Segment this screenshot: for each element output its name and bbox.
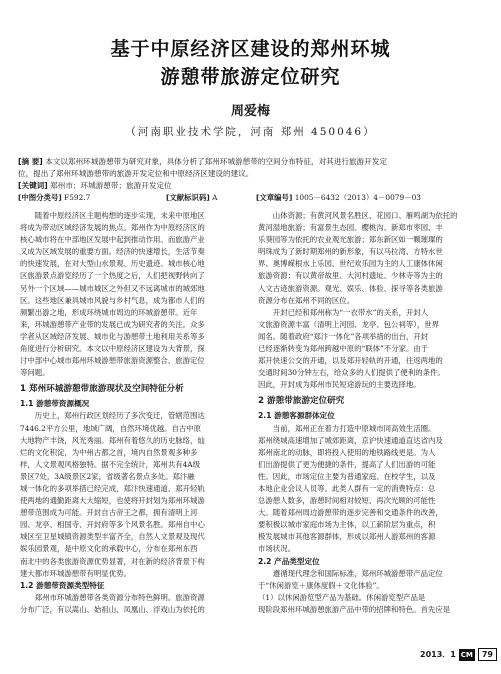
text-line: 人文古迹旅游资源。观光、娱乐、体验、探寻等各类旅游 (258, 283, 443, 293)
clc-value: F592.7 (64, 193, 91, 202)
text-line: 黄河湿地旅游；有富景生态园、樱桃沟、新郑市枣园、丰 (258, 223, 443, 233)
intro-paragraph (20, 210, 242, 379)
page-number: 79 (478, 648, 497, 661)
section-2-1-heading: 2.1 游憩客源群体定位 (258, 411, 335, 421)
text-line: 城一体化的多项举措已经完成，郑汴快速通道、郑开轻轨 (20, 483, 205, 493)
text-line: 大。随着郑州周边游憩带的逐步完善和交通条件的改善， (258, 508, 443, 518)
text-line: 将成为带动区域经济发展的焦点。郑州作为中原经济区的 (20, 223, 205, 233)
text-line: 园、龙亭、相国寺、开封府等多个风景名胜。郑州自中心 (20, 520, 205, 530)
section-1-2-heading: 1.2 游憩带资源类型特征 (20, 580, 105, 590)
paper-title-line-2: 游憩带旅游定位研究 (160, 66, 341, 88)
text-line: 南北中的各类旅游资源优势显著，对在新的经济背景下构 (20, 556, 205, 566)
text-line: 城区至卫星城镇资源类型丰富齐全，自然人文景观及现代 (20, 532, 205, 542)
abstract-label: [摘 要] (18, 157, 43, 166)
section-2-2-text (258, 568, 480, 616)
text-line: 区旅游景点游览经历了一个热度之后，人们把视野转向了 (20, 271, 205, 281)
section-1-heading: 1 郑州环城游憩带旅游现状及空间特征分析 (20, 384, 184, 395)
text-line: 分布广泛，有以嵩山、始祖山、凤凰山、浮戏山为依托的 (20, 604, 205, 614)
text-line: 随着中原经济区主题构想的逐步实现，未来中原地区 (34, 211, 205, 220)
text-line: 于“休闲游览＋康体度假＋文化体验”。 (258, 580, 384, 590)
text-line: 郑州南北的动脉，即将投入使用的地铁路线更是。为人 (258, 447, 436, 457)
text-line: （1）以休闲游览型产品为基础。休闲游览型产品是 (258, 592, 426, 602)
text-line: 郑州绕城高速增加了城郊距离，京沪快速通道直达省内及 (258, 435, 443, 445)
doc-code-label: [文献标识码] (166, 193, 210, 202)
text-line: 市场状况。 (258, 544, 295, 554)
text-line: 又成为区域发展的重要方面。经济的快速增长，生活节奏 (20, 247, 205, 257)
text-line: 郑开快速公交的开通，以及郑开轻轨的开通，往返两地的 (258, 356, 443, 366)
abstract-line-2: 位，提出了郑州环城游憩带的旅游开发定位和中原经济区建设的建议。 (18, 169, 254, 178)
text-line: 学者从区域经济发展、城市化与游憩带土地利用关系等多 (20, 331, 205, 341)
footer-year-issue: 2013．1 (420, 650, 456, 659)
text-line: 现阶段郑州环城游憩旅游产品中带的招牌和特色。首先应是 (258, 604, 451, 614)
clc-field (18, 192, 90, 204)
text-line: 旅游资源；有以黄帝故里、大河村遗址、少林寺等为主的 (258, 271, 443, 281)
text-line: 界、奥博嵘根水上乐园、世纪欢乐园为主的人工康体休闲 (258, 259, 443, 269)
text-line: 烂的文化积淀，为中州古都之首，境内自然景观多种多 (20, 447, 198, 457)
text-line: 极发展城市其他客源群体，形成以郑州人游郑州的客源 (258, 532, 436, 542)
text-line: 憩带范围成为可能。开封自古帝王之都，拥有清明上河 (20, 508, 198, 518)
text-line: 使两地的通勤距离大大缩短，也使将开封划为郑州环城游 (20, 496, 205, 506)
text-line: 已经逐渐转变为郑州跨越中原的“联体”不分家。由于 (258, 344, 429, 354)
author-affiliation: （河南职业技术学院，河南 郑州 450046） (125, 126, 376, 138)
text-line: 角度进行分析研究。本文以中原经济区建设为大背景，探 (20, 344, 205, 354)
page-footer (420, 648, 497, 661)
text-line: 讨中部中心城市郑州环城游憩带旅游资源整合、旅游定位 (20, 356, 205, 366)
text-line: 本地企业会议人员等。此类人群有一定的消费特点：总 (258, 483, 436, 493)
text-line: 总游憩人数多，游憩时间相对较短、再次光顾的可能性 (258, 496, 436, 506)
text-line: 明珠成为了新时期郑州的新形象，有以马拉湾、方特水世 (258, 247, 443, 257)
section-1-1-text (20, 410, 242, 579)
text-line: 开封已经和郑州称为“一衣带水”的关系，开封人 (272, 307, 429, 317)
text-line: 当前，郑州正在着力打造中原城市同高效生活圈。 (272, 423, 436, 433)
text-line: 娱乐园景观，是中原文化的承载中心，分布在郑州东西 (20, 544, 198, 554)
doc-code-field (166, 192, 217, 204)
right-column (258, 210, 480, 616)
text-line: 性。因此，市场定位主要为普通家庭、在校学生，以及 (258, 471, 436, 481)
text-line: 区。这些地区兼具城市风貌与乡村气息，成为都市人们的 (20, 295, 205, 305)
article-number-value: 1005－6432（2013）4－0079－03 (294, 193, 421, 202)
doc-code-value: A (212, 193, 218, 202)
text-line: 历史上，郑州行政区划经历了多次变迁，管辖范围达 (34, 411, 205, 421)
text-line: 景区7处，3A级景区2家，省级著名景点多处。郑汴融 (20, 471, 195, 481)
journal-logo-badge: CM (460, 650, 473, 659)
text-line: 因此，开封成为郑州市民短途游玩的主要选择地。 (258, 380, 421, 390)
abstract-line-1 (18, 156, 486, 168)
right-paragraph-2 (258, 307, 480, 392)
text-line: 样，人文景观风格独特。据不完全统计，郑州共有4A级 (20, 459, 201, 469)
text-line: 频繁出游之地，形成环绕城市周边的环城游憩带。近年 (20, 307, 198, 317)
text-line: 交通时间30分钟左右，给众多的人们提供了便利的条件。 (258, 368, 445, 378)
section-2-heading: 2 游憩带旅游定位研究 (258, 396, 345, 407)
text-line: 闻名。随着政府“郑汴一体化”各项举措的出台，开封 (258, 331, 429, 341)
text-line: 大地物产丰饶，风光秀丽。郑州有着悠久的历史脉络，灿 (20, 435, 205, 445)
text-line: 等问题。 (20, 368, 50, 378)
section-1-2-text (20, 592, 242, 616)
abstract-text-1: 本文以郑州环城游憩带为研究对象，具体分析了郑州环城游憩带的空间分布特征，对其进行旅游开发定 (45, 157, 387, 166)
text-line: 核心城市将在中部地区发展中起到推动作用。而旅游产业 (20, 235, 205, 245)
text-line: 山体资源；有黄河风景名胜区、花园口、雁鸣湖为依托的 (272, 211, 458, 220)
text-line: 遵循现代理念和国际标准，郑州环城游憩带产品定位 (272, 568, 443, 578)
author-name: 周爱梅 (230, 104, 270, 119)
article-number-label: [文章编号] (256, 193, 293, 202)
text-line: 7446.2平方公里，地域广阔，自然环境优越。自古中原 (20, 423, 202, 433)
text-line: 建大都市环城游憩带有明显优势。 (20, 568, 131, 578)
left-column (20, 210, 242, 616)
keywords-line (18, 180, 486, 192)
section-2-2-heading: 2.2 产品类型定位 (258, 556, 320, 566)
keywords-text: 郑州市；环城游憩带；旅游开发定位 (50, 181, 172, 190)
section-2-1-text (258, 423, 480, 556)
right-paragraph-1 (258, 210, 480, 307)
text-line: 们出游提供了更为便捷的条件，提高了人们出游的可能 (258, 459, 436, 469)
text-line: 资源分布在郑州不同的区位。 (258, 295, 355, 305)
text-line: 的快速发展，在对大型山水景观、历史遗迹、城市核心地 (20, 259, 205, 269)
paper-title-line-1: 基于中原经济区建设的郑州环城 (110, 38, 391, 60)
text-line: 另外一个区域——城市城区之外但又不远离城市的城郊地 (20, 283, 205, 293)
text-line: 来，环城游憩带产业带的发展已成为研究者的关注。众多 (20, 319, 205, 329)
clc-label: [中图分类号] (18, 193, 62, 202)
article-number-field (256, 192, 421, 204)
keywords-label: [关键词] (18, 181, 48, 190)
text-line: 乐葵园等为依托的农业观光旅游；郑东新区如一颗璀璨的 (258, 235, 443, 245)
text-line: 郑州市环城游憩带各类资源分布特色鲜明。旅游资源 (34, 592, 205, 602)
text-line: 文旅游资源丰富（清明上河园、龙亭、包公祠等），世界 (258, 319, 440, 329)
section-1-1-heading: 1.1 游憩带资源概况 (20, 399, 90, 409)
text-line: 要积极以城市家庭市场为主体，以工薪阶层为重点，积 (258, 520, 436, 530)
